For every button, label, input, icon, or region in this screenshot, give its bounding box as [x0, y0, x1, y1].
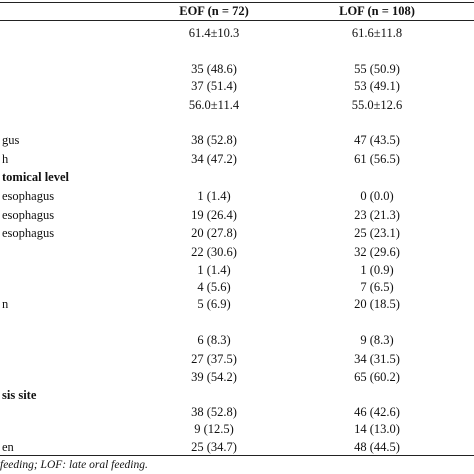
row-label: esophagus	[2, 189, 55, 203]
cell-eof: 25 (34.7)	[191, 440, 237, 454]
table-top-rule	[0, 2, 474, 3]
row-label: h	[2, 152, 9, 166]
cell-eof: 1 (1.4)	[197, 263, 231, 277]
cell-lof: 65 (60.2)	[354, 370, 400, 384]
table-header-rule	[0, 20, 474, 21]
cell-lof: 32 (29.6)	[354, 245, 400, 259]
table-bottom-rule	[0, 455, 474, 456]
row-label: esophagus	[2, 226, 55, 240]
row-label: en	[2, 440, 14, 454]
cell-lof: 25 (23.1)	[354, 226, 400, 240]
table-footnote: feeding; LOF: late oral feeding.	[0, 459, 148, 471]
cell-lof: 48 (44.5)	[354, 440, 400, 454]
cell-eof: 61.4±10.3	[188, 26, 240, 40]
row-label: esophagus	[2, 208, 55, 222]
cell-lof: 34 (31.5)	[354, 352, 400, 366]
cell-eof: 22 (30.6)	[191, 245, 237, 259]
cell-lof: 14 (13.0)	[354, 422, 400, 436]
cell-eof: 56.0±11.4	[188, 98, 240, 112]
cell-lof: 53 (49.1)	[354, 79, 400, 93]
cell-lof: 9 (8.3)	[360, 333, 394, 347]
cell-lof: 47 (43.5)	[354, 133, 400, 147]
cell-eof: 6 (8.3)	[197, 333, 231, 347]
cell-eof: 20 (27.8)	[191, 226, 237, 240]
cell-eof: 37 (51.4)	[191, 79, 237, 93]
cell-eof: 39 (54.2)	[191, 370, 237, 384]
row-label: gus	[2, 133, 20, 147]
cell-eof: 4 (5.6)	[197, 280, 231, 294]
cell-lof: 61.6±11.8	[351, 26, 403, 40]
cell-lof: 7 (6.5)	[360, 280, 394, 294]
cell-lof: 23 (21.3)	[354, 208, 400, 222]
cell-eof: 38 (52.8)	[191, 133, 237, 147]
cell-eof: 1 (1.4)	[197, 189, 231, 203]
header-lof: LOF (n = 108)	[339, 4, 415, 18]
cell-eof: 27 (37.5)	[191, 352, 237, 366]
cell-lof: 55 (50.9)	[354, 62, 400, 76]
cell-lof: 61 (56.5)	[354, 152, 400, 166]
cell-lof: 1 (0.9)	[360, 263, 394, 277]
cell-lof: 55.0±12.6	[351, 98, 403, 112]
cell-eof: 9 (12.5)	[194, 422, 234, 436]
cell-lof: 20 (18.5)	[354, 297, 400, 311]
cell-lof: 0 (0.0)	[360, 189, 394, 203]
section-heading: tomical level	[2, 170, 69, 184]
cell-lof: 46 (42.6)	[354, 405, 400, 419]
row-label: n	[2, 297, 9, 311]
cell-eof: 5 (6.9)	[197, 297, 231, 311]
header-eof: EOF (n = 72)	[179, 4, 249, 18]
section-heading: sis site	[2, 388, 37, 402]
cell-eof: 19 (26.4)	[191, 208, 237, 222]
cell-eof: 35 (48.6)	[191, 62, 237, 76]
cell-eof: 34 (47.2)	[191, 152, 237, 166]
cell-eof: 38 (52.8)	[191, 405, 237, 419]
